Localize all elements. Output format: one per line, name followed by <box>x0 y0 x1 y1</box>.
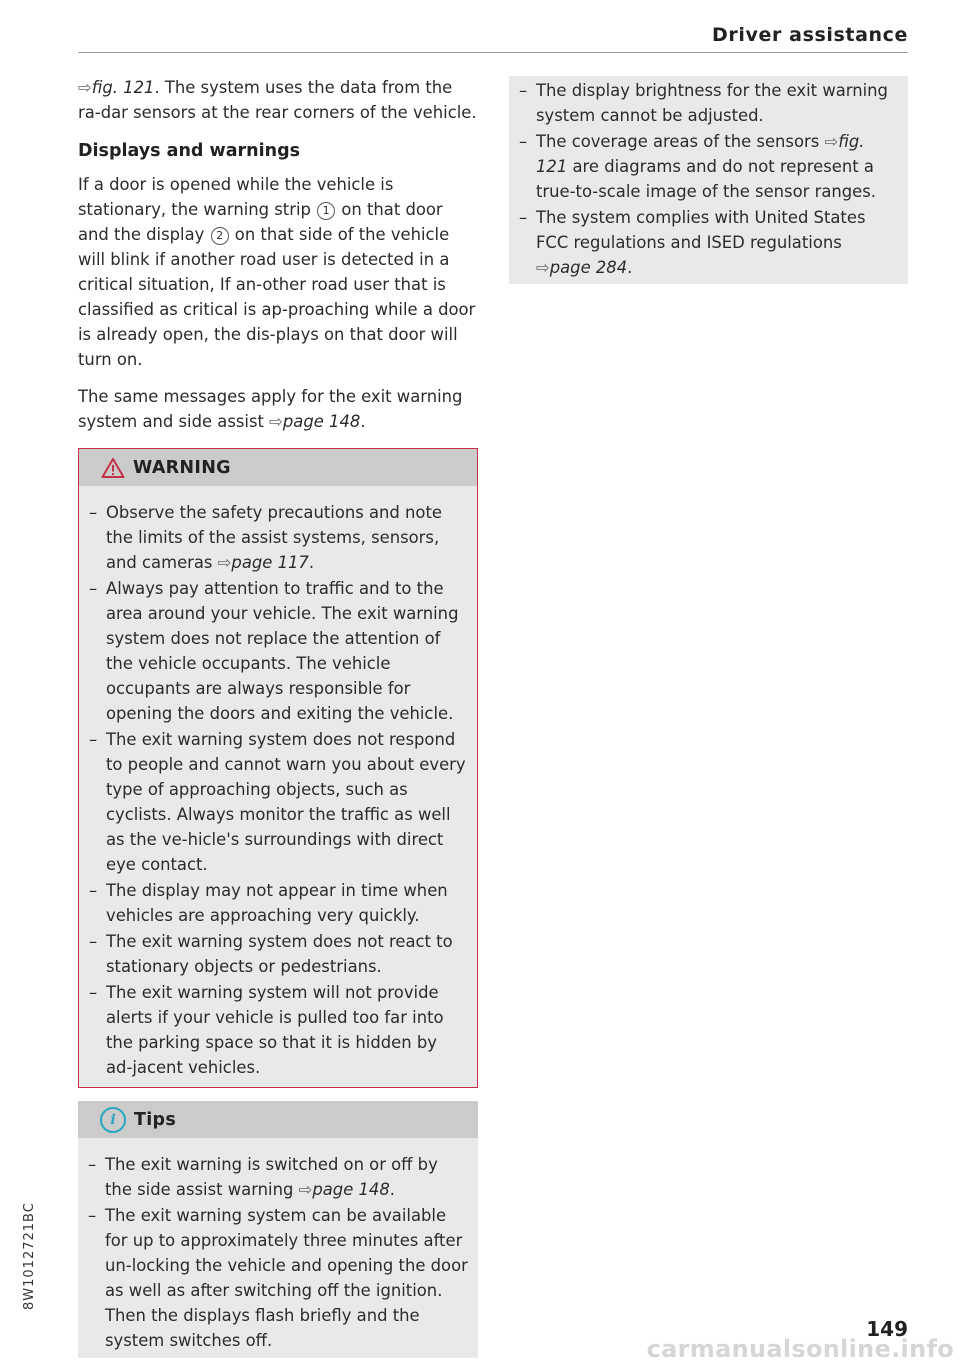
notes-list <box>509 78 898 280</box>
figure-reference-link[interactable]: fig. 121 <box>536 132 865 176</box>
warning-item-text: The exit warning system does not respond to people and cannot warn you about every type of approaching objects, such as cyclists. Always monitor the traffic as well as the ve-hicle's surroundings with direct eye contact. <box>106 730 466 874</box>
list-item <box>79 929 467 979</box>
tips-box <box>78 1101 478 1358</box>
page-reference-link[interactable]: page 148 <box>312 1180 390 1199</box>
note-text: The coverage areas of the sensors <box>536 132 825 151</box>
warning-list <box>79 500 467 1080</box>
displays-text-2: on that door and the display <box>78 200 443 244</box>
header-divider <box>78 52 908 53</box>
note-tail: . <box>627 258 633 277</box>
dash-bullet: – <box>89 932 98 951</box>
warning-item-text: The display may not appear in time when vehicles are approaching very quickly. <box>106 881 448 925</box>
dash-bullet: – <box>89 579 98 598</box>
list-item <box>509 205 898 280</box>
page-reference-link[interactable]: page 148 <box>282 412 361 431</box>
warning-title: WARNING <box>133 457 231 478</box>
note-tail: are diagrams and do not represent a true-to-scale image of the sensor ranges. <box>536 157 876 201</box>
page-reference-link[interactable]: page 117 <box>231 553 309 572</box>
intro-text: . The system uses the data from the ra-dar sensors at the rear corners of the vehicle. <box>78 78 477 122</box>
displays-text-3: on that side of the vehicle will blink if another road user is detected in a critical situation, If an-other road user that is classified as critical is ap-proaching while a door is already open, the dis-plays on that door will turn on. <box>78 225 476 369</box>
page-header-title: Driver assistance <box>712 24 908 46</box>
list-item <box>509 78 898 128</box>
tips-continuation-box <box>509 76 908 284</box>
list-item <box>79 727 467 877</box>
xref-arrow-icon: ⇨ <box>824 132 839 151</box>
warning-item-text: Always pay attention to traffic and to the area around your vehicle. The exit warning system does not replace the attention of the vehicle occupants. The vehicle occupants are always responsible for opening the doors and exiting the vehicle. <box>106 579 459 723</box>
list-item <box>79 576 467 726</box>
warning-item-text: The exit warning system does not react to stationary objects or pedestrians. <box>106 932 453 976</box>
messages-text: The same messages apply for the exit warning system and side assist <box>78 387 463 431</box>
intro-paragraph <box>78 75 478 125</box>
document-code: 8W1012721BC <box>22 1202 37 1310</box>
note-text: The display brightness for the exit warning system cannot be adjusted. <box>536 81 888 125</box>
xref-arrow-icon: ⇨ <box>536 258 550 277</box>
tips-item-text: The exit warning is switched on or off by the side assist warning <box>105 1155 438 1199</box>
xref-arrow-icon: ⇨ <box>269 412 283 431</box>
dash-bullet: – <box>89 503 98 522</box>
warning-box <box>78 448 478 1088</box>
tips-header <box>78 1101 478 1138</box>
warning-triangle-icon <box>101 457 125 479</box>
displays-paragraph <box>78 172 478 372</box>
xref-arrow-icon: ⇨ <box>78 78 92 97</box>
xref-arrow-icon: ⇨ <box>298 1180 313 1199</box>
dash-bullet: – <box>519 81 528 100</box>
warning-item-text: Observe the safety precautions and note the limits of the assist systems, sensors, and cameras <box>106 503 442 572</box>
page-number: 149 <box>866 1317 908 1341</box>
left-column <box>78 75 478 1358</box>
figure-reference-link[interactable]: fig. 121 <box>91 78 155 97</box>
list-item <box>79 878 467 928</box>
warning-header <box>79 449 477 486</box>
watermark: carmanualsonline.info <box>646 1335 954 1363</box>
list-item <box>78 1203 468 1353</box>
right-column <box>509 76 908 284</box>
dash-bullet: – <box>88 1155 97 1174</box>
callout-1-icon: 1 <box>317 202 335 220</box>
list-item <box>509 129 898 204</box>
dash-bullet: – <box>519 208 528 227</box>
tips-item-text: The exit warning system can be available for up to approximately three minutes after un-locking the vehicle and opening the door as well as after switching off the ignition. Then the displays flash briefly and the system switches off. <box>105 1206 468 1350</box>
callout-2-icon: 2 <box>211 227 229 245</box>
page-reference-link[interactable]: page 284 <box>549 258 628 277</box>
warning-item-tail: . <box>308 553 315 572</box>
messages-tail: . <box>360 412 366 431</box>
info-icon: i <box>100 1107 126 1133</box>
dash-bullet: – <box>89 983 98 1002</box>
xref-arrow-icon: ⇨ <box>217 553 232 572</box>
list-item <box>78 1152 468 1202</box>
messages-paragraph <box>78 384 478 434</box>
warning-item-text: The exit warning system will not provide alerts if your vehicle is pulled too far into the parking space so that it is hidden by ad-jacent vehicles. <box>106 983 444 1077</box>
list-item <box>79 980 467 1080</box>
section-heading: Displays and warnings <box>78 141 301 161</box>
list-item <box>79 500 467 575</box>
dash-bullet: – <box>519 132 528 151</box>
dash-bullet: – <box>89 730 98 749</box>
dash-bullet: – <box>89 881 98 900</box>
tips-title: Tips <box>134 1109 177 1130</box>
displays-text-1: If a door is opened while the vehicle is stationary, the warning strip <box>78 175 394 219</box>
note-text: The system complies with United States FCC regulations and ISED regulations <box>536 208 866 252</box>
tips-list <box>78 1152 468 1353</box>
tips-item-tail: . <box>389 1180 395 1199</box>
dash-bullet: – <box>88 1206 97 1225</box>
